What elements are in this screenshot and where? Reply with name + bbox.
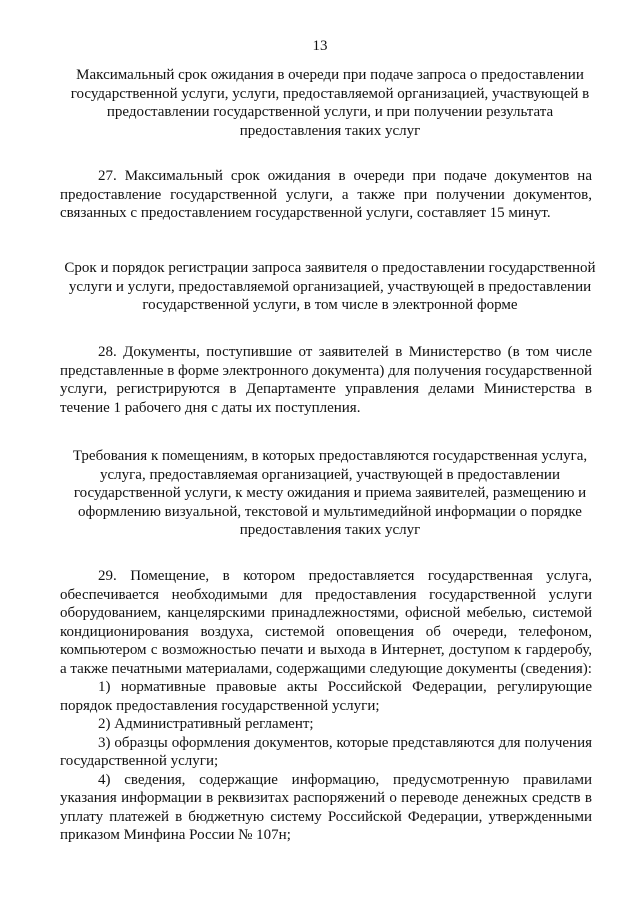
list-item: 2) Административный регламент; <box>98 716 314 732</box>
section-heading-premises-requirements: Требования к помещениям, в которых предоставляются государственная услуга, услуга, предоставляемая организацией, участвующей в предоставлении государственной услуги, к месту ожидания и приема заявителей, размещению и оформлению визуальной, текстовой и мультимедийной информации о порядке предоставления таких услуг <box>72 448 588 538</box>
paragraph-29: 29. Помещение, в котором предоставляется государственная услуга, обеспечивается необходимыми для предоставления государственной услуги оборудованием, канцелярскими принадлежностями, офисной мебелью, системой кондиционирования воздуха, системой оповещения об очереди, телефоном, компьютером с возможностью печати и выхода в Интернет, доступом к гардеробу, а также печатными материалами, содержащими следующие документы (сведения): <box>60 568 592 677</box>
list-item: 1) нормативные правовые акты Российской Федерации, регулирующие порядок предоставления государственной услуги; <box>60 679 592 714</box>
page-number: 13 <box>312 38 328 54</box>
list-item: 4) сведения, содержащие информацию, предусмотренную правилами указания информации в реквизитах распоряжений о переводе денежных средств в уплату платежей в бюджетную систему Российской Федерации, утвержденными приказом Минфина России № 107н; <box>60 771 592 843</box>
section-heading-registration: Срок и порядок регистрации запроса заявителя о предоставлении государственной услуги и услуги, предоставляемой организацией, участвующей в предоставлении государственной услуги, в том числе в электронной форме <box>64 260 596 313</box>
paragraph-29-block <box>60 567 592 845</box>
paragraph-27: 27. Максимальный срок ожидания в очереди при подаче документов на предоставление государственной услуги, а также при получении документов, связанных с предоставлением государственной услуги, составляет 15 минут. <box>60 168 592 221</box>
list-item: 3) образцы оформления документов, которые представляются для получения государственной услуги; <box>60 734 592 769</box>
paragraph-28: 28. Документы, поступившие от заявителей в Министерство (в том числе представленные в форме электронного документа) для получения государственной услуги, регистрируются в Департаменте управления делами Министерства в течение 1 рабочего дня с даты их поступления. <box>60 344 592 416</box>
section-heading-queue-time: Максимальный срок ожидания в очереди при подаче запроса о предоставлении государственной услуги, услуги, предоставляемой организацией, участвующей в предоставлении государственной услуги, и при получении результата предоставления таких услуг <box>70 67 590 139</box>
